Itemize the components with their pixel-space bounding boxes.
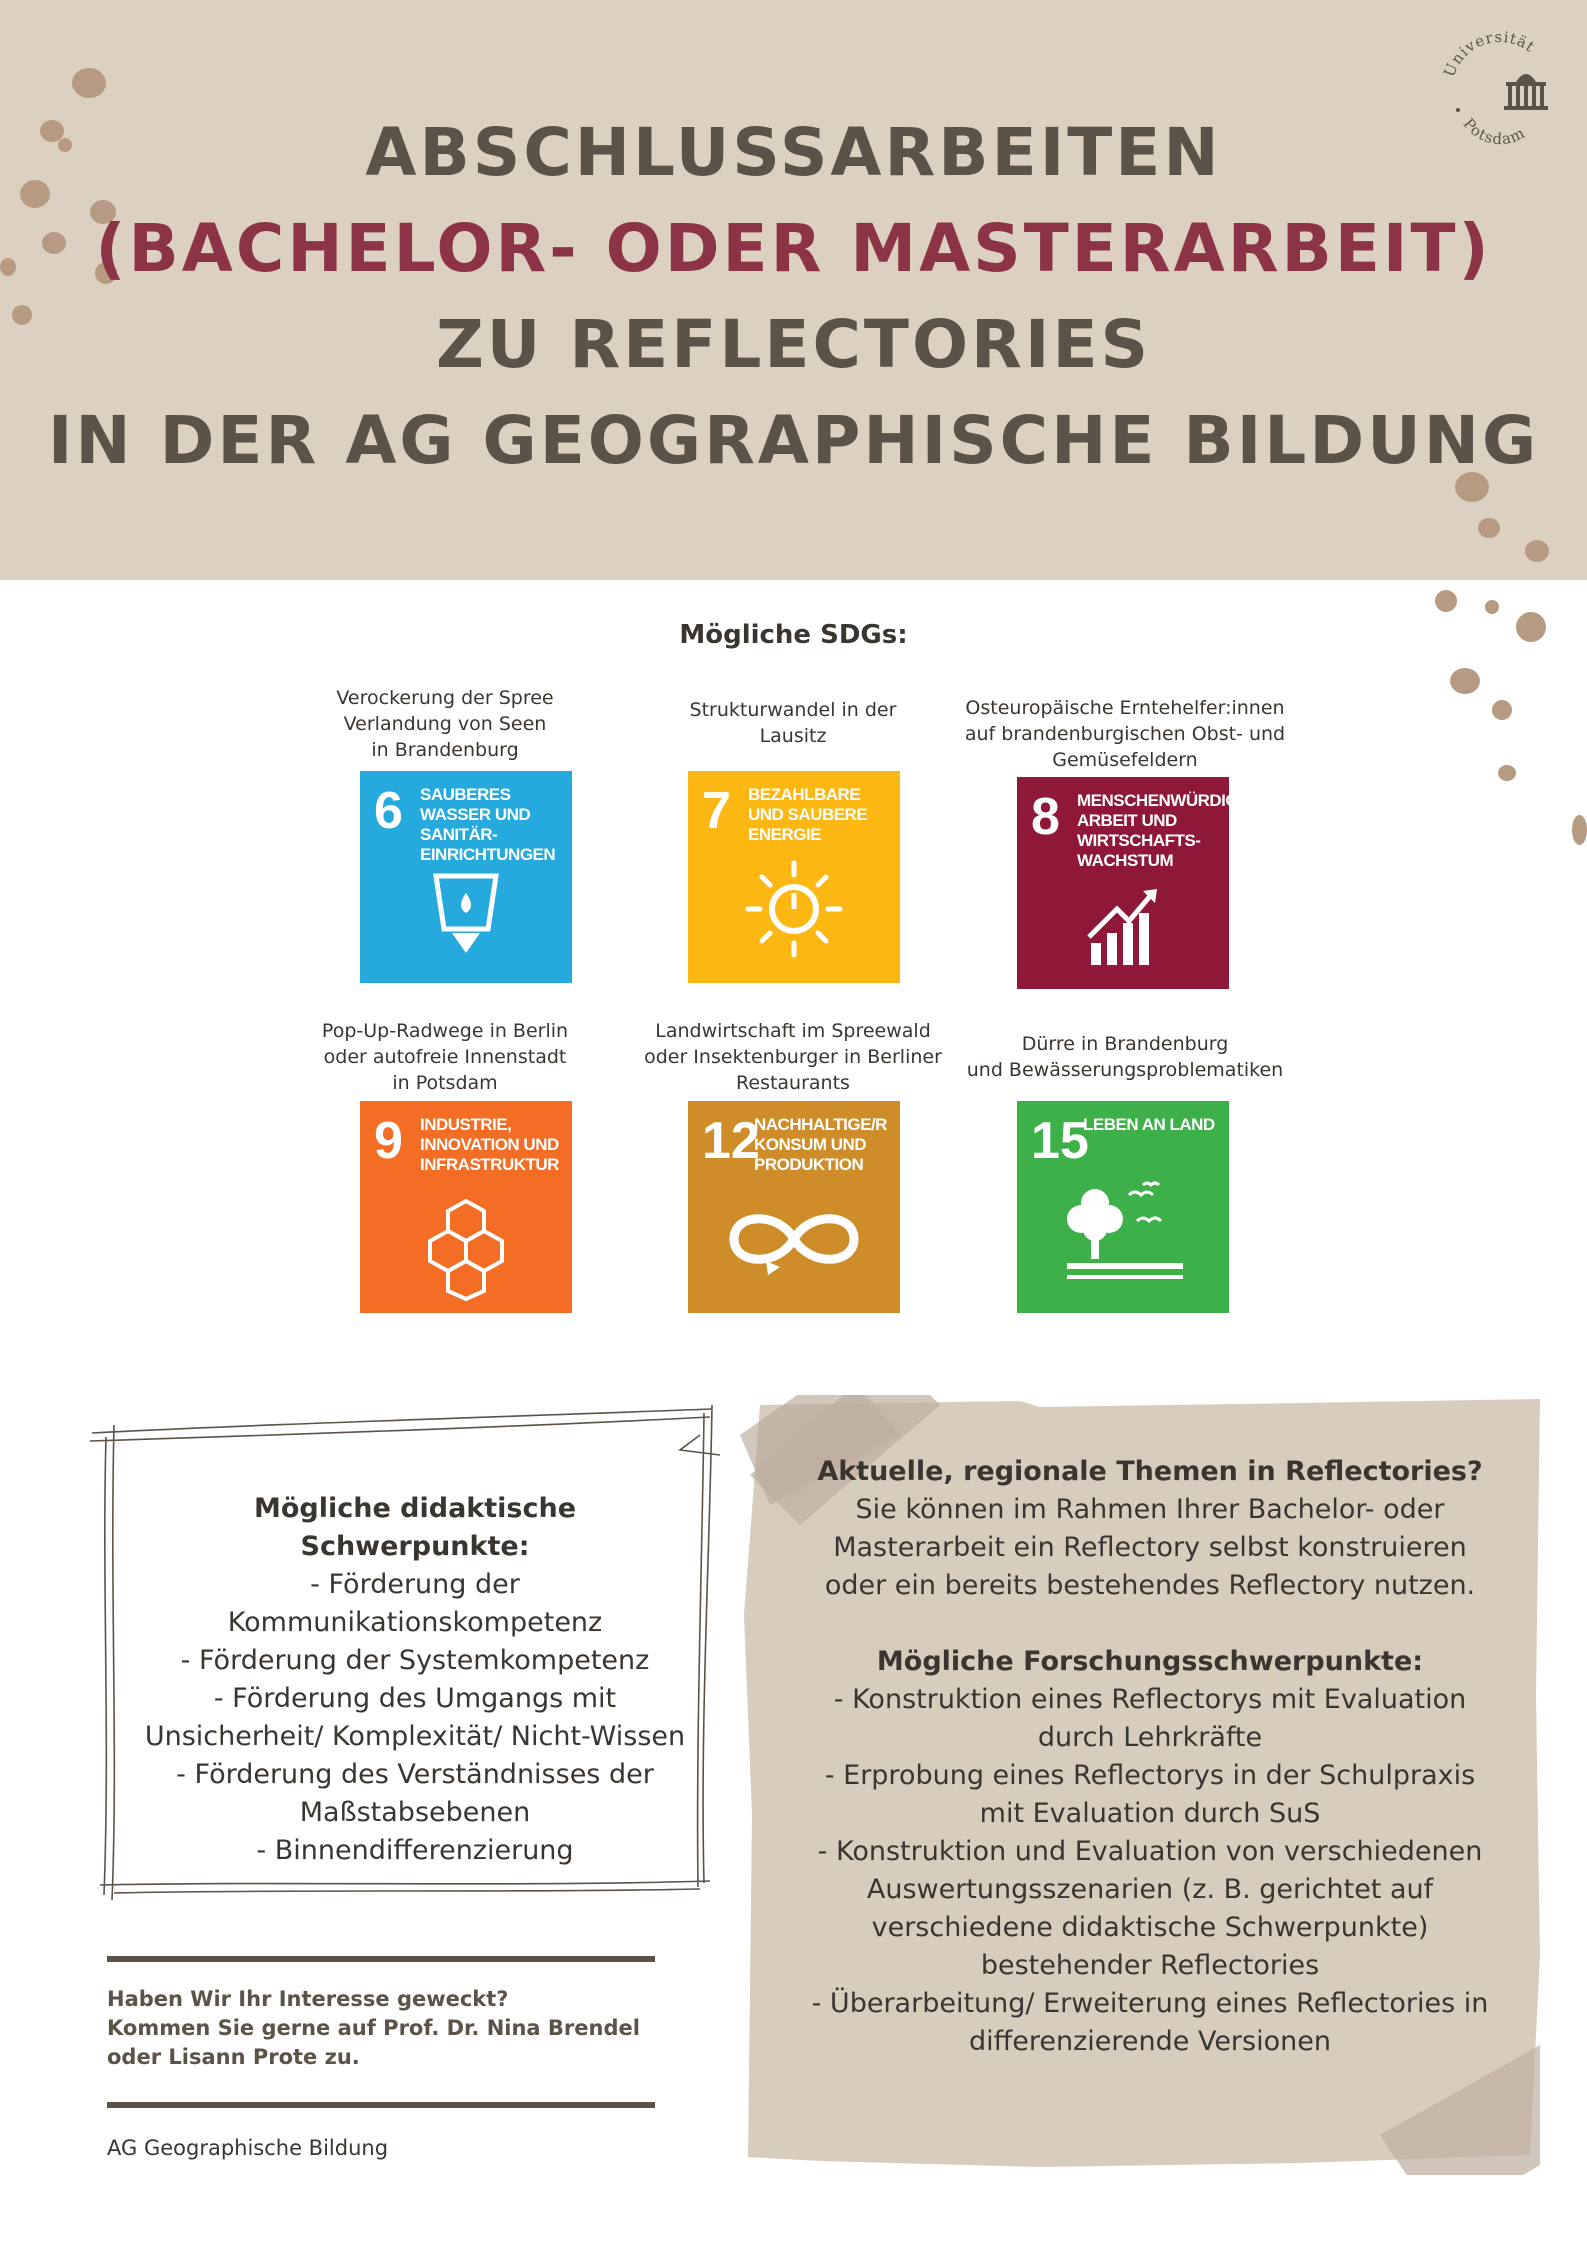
decor-dot [1525, 540, 1549, 562]
divider-bottom [107, 2102, 655, 2108]
sdg-caption: Landwirtschaft im Spreewald oder Insektenburger in Berliner Restaurants [644, 1020, 942, 1094]
decor-dot [1498, 765, 1516, 781]
infinity-icon [688, 1101, 900, 1313]
decor-dot [1435, 590, 1457, 612]
divider-top [107, 1956, 655, 1962]
decor-dot [1450, 668, 1480, 694]
didactic-focus-box [145, 1490, 685, 1870]
research-heading: Mögliche Forschungsschwerpunkte: [876, 1646, 1424, 1677]
research-line: - Konstruktion eines Reflectorys mit Evaluation [833, 1684, 1467, 1715]
water-glass-icon [360, 771, 572, 983]
svg-text:Universität [1440, 28, 1539, 80]
title-line-4: IN DER AG GEOGRAPHISCHE BILDUNG [47, 402, 1540, 479]
cubes-icon [360, 1101, 572, 1313]
sdg-tile-7: 7 BEZAHLBARE UND SAUBERE ENERGIE [688, 771, 900, 983]
title-line-3: ZU REFLECTORIES [435, 306, 1152, 383]
research-line: - Konstruktion und Evaluation von verschiedenen [817, 1836, 1483, 1867]
research-line: mit Evaluation durch SuS [979, 1798, 1321, 1829]
footer-text: AG Geographische Bildung [107, 2136, 389, 2160]
didactic-line: - Förderung des Umgangs mit [213, 1683, 617, 1714]
sdg-tile-15: 15 LEBEN AN LAND [1017, 1101, 1229, 1313]
contact-line: Haben Wir Ihr Interesse geweckt? [107, 1987, 509, 2011]
sdg-caption: Verockerung der Spree Verlandung von Seen in Brandenburg [336, 687, 554, 761]
research-line: - Erprobung eines Reflectorys in der Schulpraxis [824, 1760, 1476, 1791]
page-title [0, 105, 1587, 489]
research-line: bestehender Reflectories [980, 1950, 1320, 1981]
sdg-tile-9: 9 INDUSTRIE, INNOVATION UND INFRASTRUKTUR [360, 1101, 572, 1313]
contact-block [107, 1985, 667, 2072]
decor-dot [1572, 815, 1587, 845]
logo-text-top: Universität [1440, 27, 1539, 80]
sdg-caption: Strukturwandel in der Lausitz [689, 699, 897, 747]
research-line: verschiedene didaktische Schwerpunkte) [871, 1912, 1429, 1943]
didactic-line: Kommunikationskompetenz [227, 1607, 603, 1638]
research-line: Auswertungsszenarien (z. B. gerichtet auf [866, 1874, 1434, 1905]
didactic-line: - Förderung des Verständnisses der [176, 1759, 654, 1790]
tree-birds-icon [1017, 1101, 1229, 1313]
contact-line: oder Lisann Prote zu. [107, 2045, 360, 2069]
title-line-2: (BACHELOR- ODER MASTERARBEIT) [95, 210, 1492, 287]
sdg-tile-12: 12 NACHHALTIGE/R KONSUM UND PRODUKTION [688, 1101, 900, 1313]
research-line: durch Lehrkräfte [1037, 1722, 1263, 1753]
intro-line: Sie können im Rahmen Ihrer Bachelor- oder [855, 1494, 1445, 1525]
decor-dot [1492, 700, 1512, 720]
sdg-tile-8: 8 MENSCHENWÜRDIGE ARBEIT UND WIRTSCHAFTS-WACHSTUM [1017, 777, 1229, 989]
growth-chart-icon [1017, 777, 1229, 989]
intro-line: oder ein bereits bestehendes Reflectory nutzen. [824, 1570, 1476, 1601]
sdg-caption: Osteuropäische Erntehelfer:innen auf brandenburgischen Obst- und Gemüsefeldern [964, 697, 1286, 771]
contact-line: Kommen Sie gerne auf Prof. Dr. Nina Brendel [107, 2016, 640, 2040]
didactic-line: - Binnendifferenzierung [256, 1835, 574, 1866]
sdg-caption: Dürre in Brandenburg und Bewässerungsproblematiken [966, 1033, 1284, 1081]
didactic-line: Maßstabsebenen [299, 1797, 531, 1828]
research-focus-box [800, 1453, 1500, 2061]
title-line-1: ABSCHLUSSARBEITEN [365, 114, 1222, 191]
logo-text-bottom: Potsdam [1459, 114, 1529, 149]
didactic-line: Unsicherheit/ Komplexität/ Nicht-Wissen [144, 1721, 686, 1752]
sun-power-icon [688, 771, 900, 983]
decor-dot [1478, 518, 1500, 538]
intro-line: Masterarbeit ein Reflectory selbst konstruieren [833, 1532, 1467, 1563]
research-line: differenzierende Versionen [969, 2026, 1331, 2057]
decor-dot [72, 68, 106, 98]
regional-topics-heading: Aktuelle, regionale Themen in Reflectories? [817, 1456, 1483, 1487]
didactic-line: - Förderung der [310, 1569, 520, 1600]
research-line: - Überarbeitung/ Erweiterung eines Reflectories in [811, 1988, 1489, 2019]
sdg-heading: Mögliche SDGs: [679, 620, 908, 650]
decor-dot [1485, 600, 1499, 614]
sdg-caption: Pop-Up-Radwege in Berlin oder autofreie Innenstadt in Potsdam [321, 1020, 569, 1094]
sdg-tile-6: 6 SAUBERES WASSER UND SANITÄR-EINRICHTUNGEN [360, 771, 572, 983]
didactic-line: - Förderung der Systemkompetenz [180, 1645, 650, 1676]
didactic-heading: Mögliche didaktische Schwerpunkte: [253, 1493, 577, 1562]
